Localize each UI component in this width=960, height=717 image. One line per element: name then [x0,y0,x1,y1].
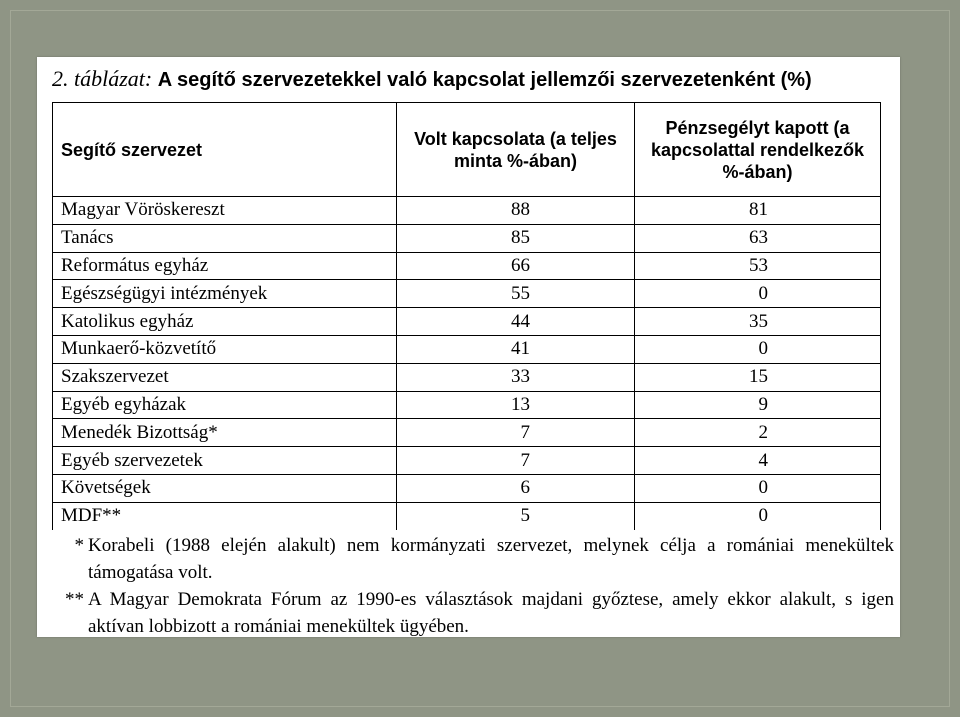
caption-lead: 2. táblázat: [52,66,153,91]
header-contact: Volt kapcsolata (a teljes minta %-ában) [397,103,635,197]
cell-organization: Egészségügyi intézmények [53,280,397,308]
cell-aid: 2 [635,419,881,447]
cell-contact: 88 [397,197,635,225]
table-row [53,224,881,252]
cell-contact: 33 [397,363,635,391]
cell-organization: Katolikus egyház [53,308,397,336]
footnotes [56,532,894,640]
cell-aid: 53 [635,252,881,280]
cell-aid: 15 [635,363,881,391]
cell-contact: 6 [397,474,635,502]
cell-organization: Egyéb egyházak [53,391,397,419]
caption-title: A segítő szervezetekkel való kapcsolat jellemzői szervezetenként (%) [157,69,812,91]
cell-contact: 7 [397,419,635,447]
table-row [53,502,881,529]
table-row [53,252,881,280]
footnote-text: Korabeli (1988 elején alakult) nem kormányzati szervezet, melynek célja a romániai menekültek támogatása volt. [88,535,894,583]
cell-aid: 0 [635,474,881,502]
table-caption [52,64,897,95]
header-aid: Pénzsegélyt kapott (a kapcsolattal rendelkezők %-ában) [635,103,881,197]
footnote-mark: * [74,535,84,556]
cell-aid: 81 [635,197,881,225]
header-organization: Segítő szervezet [53,103,397,197]
cell-contact: 7 [397,447,635,475]
cell-aid: 9 [635,391,881,419]
footnote-2 [56,586,894,640]
cell-aid: 63 [635,224,881,252]
data-table [52,102,881,530]
cell-contact: 41 [397,335,635,363]
cell-organization: Református egyház [53,252,397,280]
cell-organization: Magyar Vöröskereszt [53,197,397,225]
table-row [53,308,881,336]
table-row [53,335,881,363]
cell-organization: Tanács [53,224,397,252]
footnote-mark: ** [65,589,84,610]
cell-contact: 5 [397,502,635,529]
cell-contact: 85 [397,224,635,252]
cell-organization: MDF** [53,502,397,529]
cell-aid: 4 [635,447,881,475]
cell-aid: 35 [635,308,881,336]
table-row [53,474,881,502]
cell-aid: 0 [635,502,881,529]
cell-contact: 13 [397,391,635,419]
cell-organization: Munkaerő-közvetítő [53,335,397,363]
cell-organization: Egyéb szervezetek [53,447,397,475]
cell-organization: Követségek [53,474,397,502]
cell-aid: 0 [635,335,881,363]
table-row [53,280,881,308]
cell-contact: 55 [397,280,635,308]
cell-organization: Szakszervezet [53,363,397,391]
cell-contact: 66 [397,252,635,280]
table-row [53,391,881,419]
footnote-1 [56,532,894,586]
table-row [53,363,881,391]
footnote-text: A Magyar Demokrata Fórum az 1990-es választások majdani győztese, amely ekkor alakult, s igen aktívan lobbizott a romániai menekültek ügyében. [88,589,894,637]
cell-contact: 44 [397,308,635,336]
table-row [53,197,881,225]
table-header-row [53,103,881,197]
table-row [53,447,881,475]
cell-organization: Menedék Bizottság* [53,419,397,447]
cell-aid: 0 [635,280,881,308]
table-row [53,419,881,447]
